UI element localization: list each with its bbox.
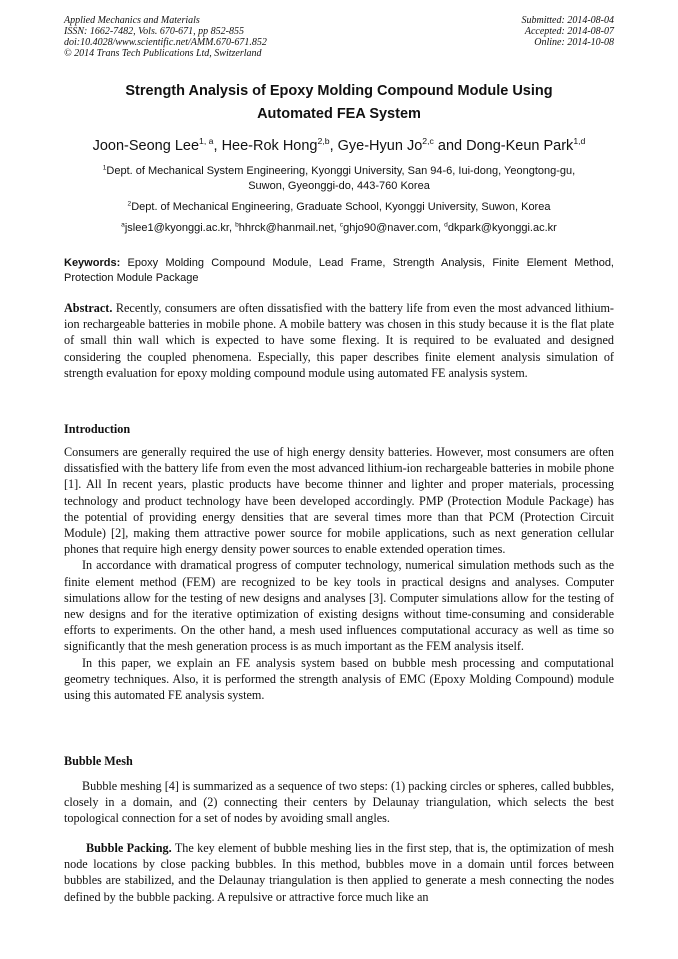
bubble-packing-text: The key element of bubble meshing lies in the first step, that is, the optimization of mesh node locations by close packing bubbles. In this method, bubbles move in a domain until forces between bubbles are stabilized, and the Delaunay triangulation is then applied to generate a mesh connecting the nodes defined by the bubble packing. A repulsive or attractive force much like an (64, 841, 614, 904)
email-mark: a (121, 221, 125, 229)
abstract-block (64, 300, 614, 381)
author-affiliation-mark: 1, a (199, 136, 214, 147)
accepted-date: Accepted: 2014-08-07 (524, 26, 614, 37)
abstract-text: Recently, consumers are often dissatisfied with the battery life from even the most advanced lithium-ion rechargeable batteries in mobile phone. A mobile battery was chosen in this study because it is the flat plate of small thin wall which is expected to have some flexing. It is required to be evaluated and designed considering the coupled phenomena. Especially, this paper describes finite element analysis simulation of strength evaluation for epoxy molding compound module using automated FE analysis system. (64, 301, 614, 380)
title-line-2: Automated FEA System (257, 106, 421, 122)
author-separator: , (329, 138, 338, 154)
affiliation-1-mark: 1 (102, 164, 107, 172)
bubble-packing-label: Bubble Packing. (86, 841, 172, 855)
affiliation-1-line-1: Dept. of Mechanical System Engineering, Kyonggi University, San 94-6, Iui-dong, Yeongtong-gu, (106, 165, 576, 177)
keywords-text: Epoxy Molding Compound Module, Lead Frame, Strength Analysis, Finite Element Method, Protection Module Package (64, 257, 614, 284)
affiliation-1 (64, 164, 614, 194)
doi-link[interactable]: doi:10.4028/www.scientific.net/AMM.670-671.852 (64, 37, 267, 48)
bubble-packing-body (64, 840, 614, 905)
keywords-label: Keywords: (64, 257, 121, 269)
copyright-line: © 2014 Trans Tech Publications Ltd, Switzerland (64, 48, 262, 59)
author-affiliation-mark: 2,b (317, 136, 330, 147)
author-name: Joon-Seong Lee (92, 138, 200, 154)
paragraph: Bubble meshing [4] is summarized as a sequence of two steps: (1) packing circles or spheres, called bubbles, closely in a domain, and (2) connecting their centers by Delaunay triangulation, which selects the best topological connection for a set of nodes by avoiding small angles. (64, 779, 614, 826)
issn-line: ISSN: 1662-7482, Vols. 670-671, pp 852-855 (64, 26, 244, 37)
author-name: Hee-Rok Hong (221, 138, 318, 154)
introduction-body (64, 444, 614, 703)
online-date: Online: 2014-10-08 (534, 37, 614, 48)
author-separator: , (213, 138, 222, 154)
paragraph: In accordance with dramatical progress of computer technology, numerical simulation methods such as the finite element method (FEM) are recognized to be key tools in practical designs and analyses. Computer simulations allow for the testing of new designs and analyses [3]. Computer simulations allow for the testing of new designs and for the iterative optimization of existing designs without time-consuming and considerable efforts to experiments. On the other hand, a mesh used influences computational accuracy as well as time so significantly that the mesh generation process is as much important as the FEM analysis itself. (64, 558, 614, 654)
email-link[interactable]: hhrck@hanmail.net, (238, 222, 340, 234)
email-link[interactable]: dkpark@kyonggi.ac.kr (447, 222, 557, 234)
author-name: Gye-Hyun Jo (337, 138, 423, 154)
author-list (40, 136, 638, 156)
submitted-date: Submitted: 2014-08-04 (521, 15, 614, 26)
email-mark: c (339, 221, 344, 229)
author-name: Dong-Keun Park (466, 138, 574, 154)
journal-header-right (522, 15, 615, 48)
affiliation-1-line-2: Suwon, Gyeonggi-do, 443-760 Korea (248, 180, 430, 192)
email-link[interactable]: ghjo90@naver.com, (343, 222, 445, 234)
title-line-1: Strength Analysis of Epoxy Molding Compound Module Using (125, 83, 553, 99)
paper-title (64, 80, 614, 126)
abstract-label: Abstract. (64, 301, 113, 315)
author-affiliation-mark: 2,c (422, 136, 434, 147)
affiliation-2 (64, 200, 614, 215)
email-mark: b (235, 221, 239, 229)
author-affiliation-mark: 1,d (573, 136, 586, 147)
affiliation-2-mark: 2 (127, 200, 132, 208)
affiliation-2-text: Dept. of Mechanical Engineering, Graduate School, Kyonggi University, Suwon, Korea (131, 201, 551, 213)
paragraph: In this paper, we explain an FE analysis system based on bubble mesh processing and computational geometry techniques. Also, it is performed the strength analysis of EMC (Epoxy Molding Compound) module using this automated FE analysis system. (64, 655, 614, 703)
email-mark: d (444, 221, 448, 229)
email-link[interactable]: jslee1@kyonggi.ac.kr, (124, 222, 236, 234)
section-heading-bubble-mesh: Bubble Mesh (64, 754, 133, 768)
journal-header-left (64, 15, 267, 59)
section-heading-introduction: Introduction (64, 422, 131, 436)
bubble-mesh-body (64, 778, 614, 827)
author-emails (64, 221, 614, 236)
author-separator: and (433, 138, 467, 154)
journal-name: Applied Mechanics and Materials (64, 15, 200, 26)
keywords-block (64, 256, 614, 286)
paragraph: Consumers are generally required the use of high energy density batteries. However, most consumers are often dissatisfied with the battery life from even the most advanced lithium-ion rechargeable batteries in mobile phone [1]. All In recent years, plastic products have become thinner and lighter and proper materials, processing technology and product technology have been developed accordingly. PMP (Protection Module Package) has the potential of providing energy densities that are several times more than that PCM (Protection Circuit Module) [2], making them attractive power source for mobile applications, such as next generation cellular phones that require high energy density power sources to enable extended operation times. (64, 445, 614, 557)
